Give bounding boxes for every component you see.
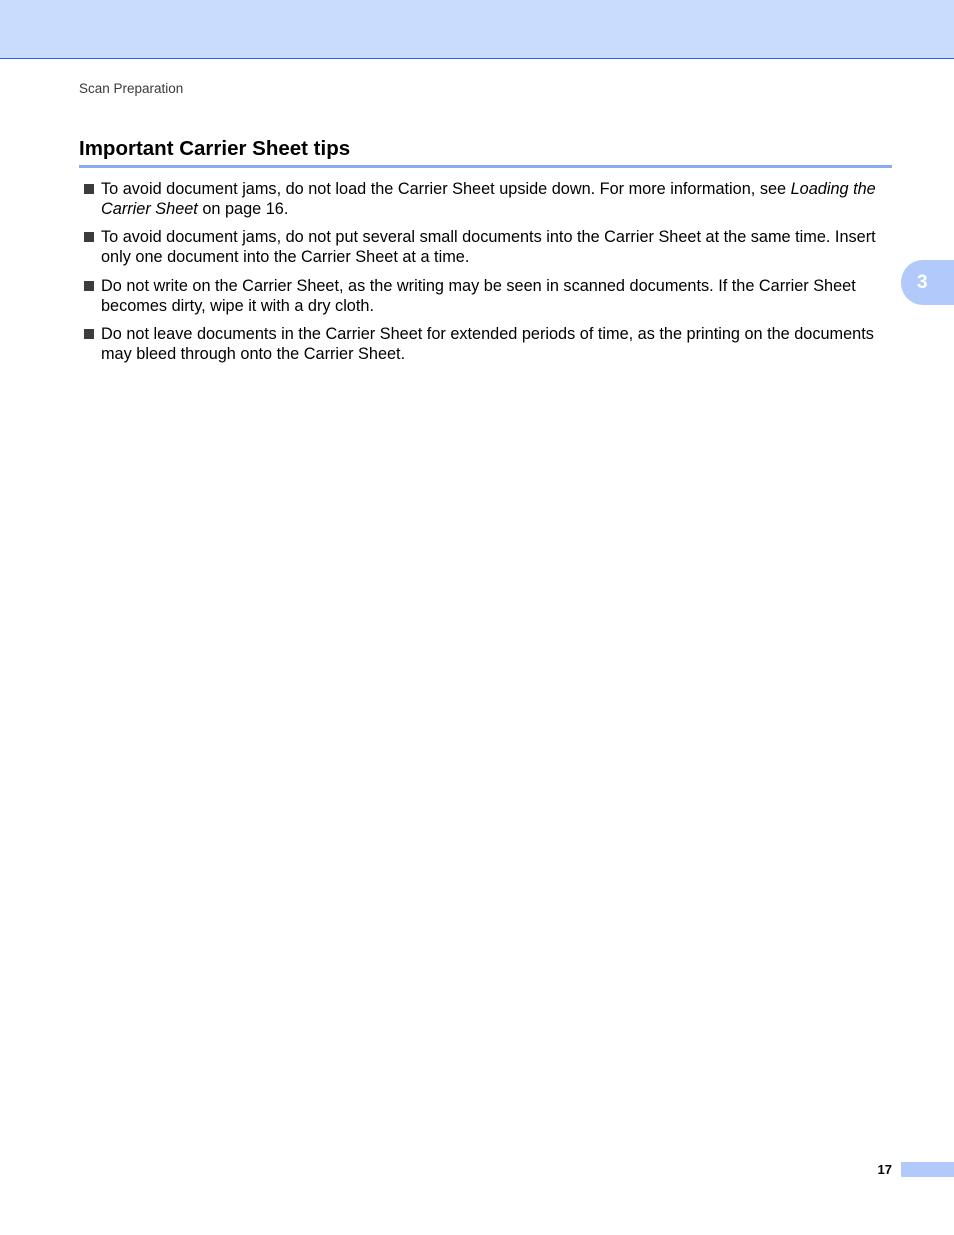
header-band — [0, 0, 954, 59]
chapter-tab: 3 — [901, 260, 954, 305]
square-bullet-icon — [84, 281, 94, 291]
tip-text-after-link: on page 16. — [197, 200, 289, 218]
square-bullet-icon — [84, 232, 94, 242]
square-bullet-icon — [84, 329, 94, 339]
section-title: Important Carrier Sheet tips — [79, 136, 892, 168]
tip-text: To avoid document jams, do not put several small documents into the Carrier Sheet at the same time. Insert only one document into the Carrier Sheet at a time. — [101, 228, 876, 267]
tip-text: Do not write on the Carrier Sheet, as the writing may be seen in scanned documents. If the Carrier Sheet becomes dirty, wipe it with a dry cloth. — [101, 276, 856, 315]
list-item — [83, 324, 895, 364]
tip-text-before-link: To avoid document jams, do not load the Carrier Sheet upside down. For more information, see — [101, 180, 791, 198]
list-item — [83, 227, 895, 267]
cross-reference-link[interactable]: Loading the Carrier Sheet — [101, 180, 876, 218]
footer-bar — [901, 1162, 954, 1177]
list-item — [83, 276, 895, 316]
page-number: 17 — [877, 1162, 892, 1177]
tip-text: Do not leave documents in the Carrier Sheet for extended periods of time, as the printing on the documents may bleed through onto the Carrier Sheet. — [101, 324, 874, 363]
running-header: Scan Preparation — [79, 81, 184, 96]
tips-list — [83, 179, 895, 372]
list-item — [83, 179, 895, 219]
square-bullet-icon — [84, 184, 94, 194]
